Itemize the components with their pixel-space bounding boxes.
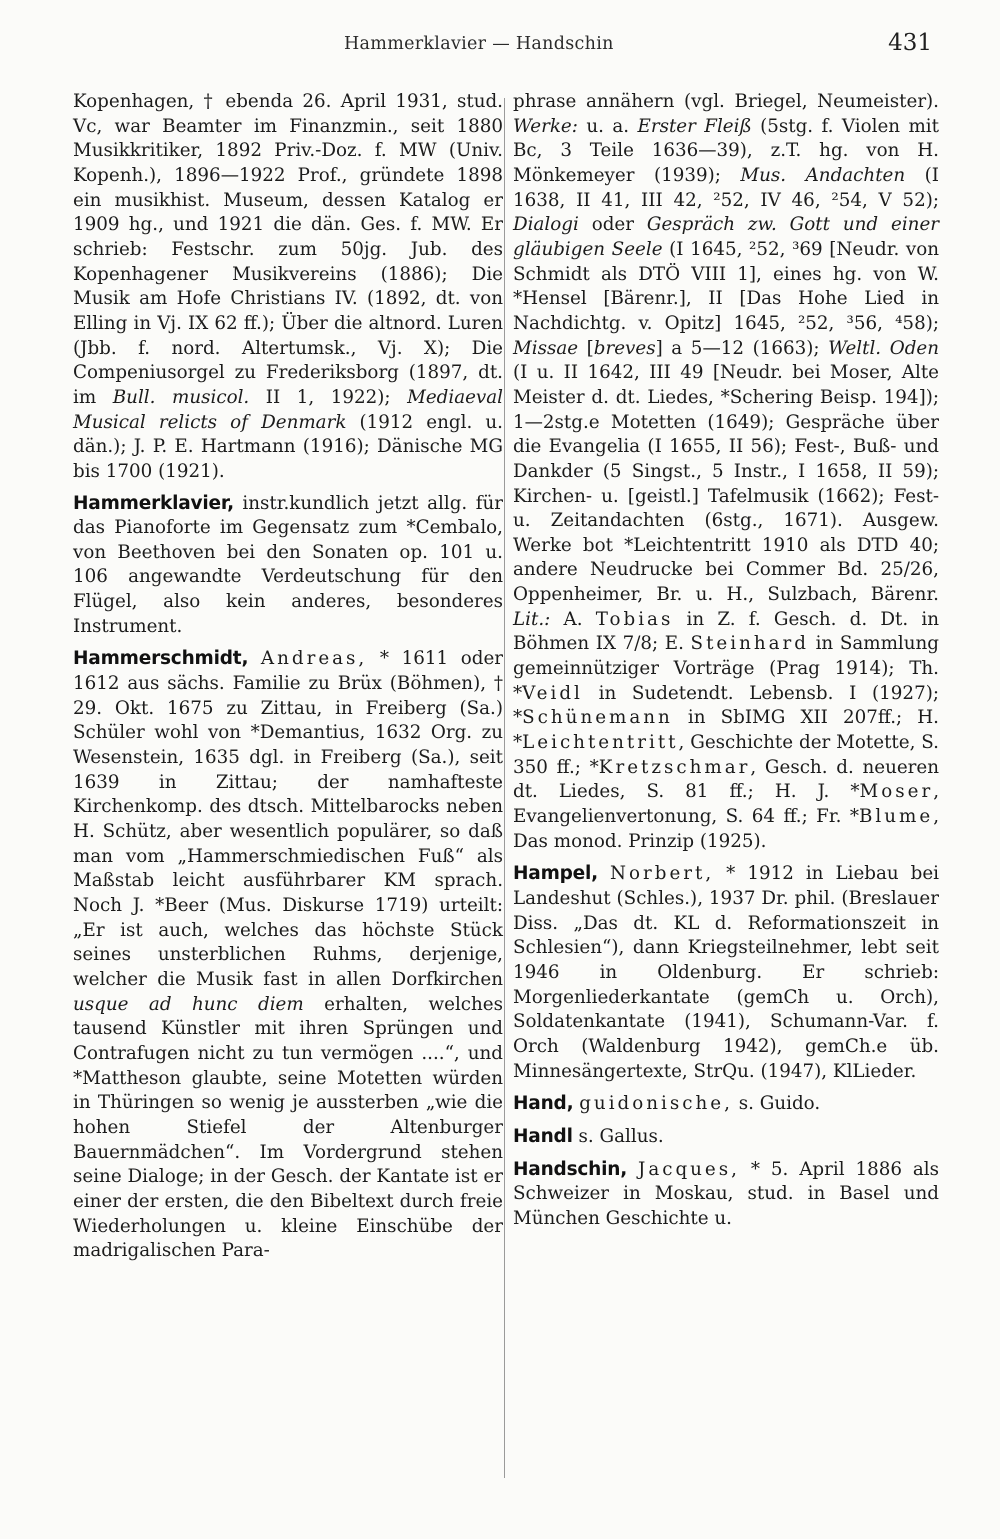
- italic-run: Missae: [513, 337, 579, 359]
- running-head: Hammerklavier — Handschin: [344, 34, 614, 54]
- spaced-name: Steinhard: [690, 633, 809, 655]
- first-name: Norbert,: [610, 863, 715, 885]
- spaced-name: Moser: [859, 781, 934, 803]
- spaced-name: Tobias: [595, 608, 674, 630]
- italic-run: Werke:: [513, 115, 578, 137]
- text-run: erhalten, welches tausend Künstler mit ihren Sprüngen und Contrafugen nicht zu tun vermögen ....“, und *Mattheson glaubte, seine Motetten würden in Thüringen so wenig je aussterben „wie die hohen Stiefel der Altenburger Bauernmädchen“. Im Vordergrund stehen seine Dialoge; in der Gesch. der Kantate ist er einer der ersten, die den Bibeltext durch freie Wiederholungen u. kleine Einschübe der madrigalischen Para-: [73, 993, 504, 1262]
- text-run: ] a 5—12 (1663);: [655, 337, 829, 359]
- text-run: in SbIMG XII 207ff.; H. *: [513, 707, 939, 754]
- spaced-name: Schünemann: [522, 707, 673, 729]
- text-run: (1912 engl. u. dän.); J. P. E. Hartmann (1916); Dänische MG bis 1700 (1921).: [73, 411, 503, 482]
- headword: Hampel,: [513, 863, 599, 885]
- entry-text: s. Guido.: [732, 1093, 821, 1115]
- text-run: , Gesch. d. neueren dt. Liedes, S. 81 ff.; H. J. *: [513, 756, 939, 803]
- entry-text: * 1912 in Liebau bei Landeshut (Schles.), 1937 Dr. phil. (Breslauer Diss. „Das dt. KL d. Reformationszeit in Schlesien“), dann Kriegsteilnehmer, lebt seit 1946 in Oldenburg. Er schrieb: Morgenliederkantate (gemCh u. Orch), Soldatenkantate (1941), Schumann-Var. f. Orch (Waldenburg 1942), gemCh.e üb. Minnesängertexte, StrQu. (1947), KlLieder.: [513, 863, 940, 1082]
- headword: Hammerklavier,: [73, 492, 234, 514]
- text-run: in Sammlung gemeinnütziger Vorträge (Prag 1914); Th. *: [513, 633, 940, 704]
- italic-run: Weltl. Oden: [828, 337, 939, 359]
- italic-run: usque ad hunc diem: [73, 993, 304, 1015]
- spaced-name: Leichtentritt: [522, 732, 679, 754]
- text-run: , Das monod. Prinzip (1925).: [513, 806, 939, 852]
- italic-run: Lit.:: [513, 608, 551, 630]
- entry-text: [73, 648, 503, 1261]
- text-run: , Geschichte der Motette, S. 350 ff.; *: [513, 732, 939, 778]
- entry-hand: [513, 1092, 939, 1117]
- text-run: u. a.: [577, 115, 638, 137]
- text-run: (5stg. f. Violen mit Bc, 3 Teile 1636—39), z.T. hg. von H. Mönkemeyer (1939);: [513, 115, 939, 186]
- headword: Handschin,: [513, 1158, 628, 1180]
- text-run: A.: [550, 608, 596, 630]
- italic-run: Mediaeval Musical relicts of Denmark: [73, 386, 503, 433]
- entry-continuation-right: [513, 90, 939, 854]
- text-run: oder: [578, 214, 647, 236]
- text-run: (I 1638, II 41, III 42, ²52, IV 46, ²54, V 52);: [513, 164, 940, 211]
- italic-run: Mus. Andachten: [740, 164, 906, 186]
- italic-run: breves: [593, 337, 656, 359]
- text-run: (I 1645, ²52, ³69 [Neudr. von Schmidt als DTÖ VIII 1], eines hg. von W. *Hensel [Bärenr.], II [Das Hohe Lied in Nachdichtg. v. Opitz] 1645, ²52, ³56, ⁴58);: [513, 238, 939, 334]
- headword: Hammerschmidt,: [73, 648, 249, 670]
- entry-handl: [513, 1125, 939, 1150]
- entry-continuation-left: [73, 90, 503, 485]
- first-name: Andreas,: [260, 648, 368, 670]
- text-run: * 1611 oder 1612 aus sächs. Familie zu Brüx (Böhmen), † 29. Okt. 1675 zu Zittau, in Freiberg (Sa.) Schüler wohl von *Demantius, 1632 Org. zu Wesenstein, 1635 dgl. in Freiberg (Sa.), seit 1639 in Zittau; der namhafteste Kirchenkomp. des dtsch. Mittelbarocks neben H. Schütz, aber wesentlich populärer, so daß man vom „Hammerschmiedischen Fuß“ als Maßstab leicht ausführbarer KM sprach. Noch J. *Beer (Mus. Diskurse 1719) urteilt: „Er ist auch, welches das höchste Stück seines unsterblichen Ruhms, derjenige, welcher die Musik fast in allen Dorfkirchen: [73, 648, 504, 990]
- text-run: in Z. f. Gesch. d. Dt. in Böhmen IX 7/8; E.: [513, 608, 939, 655]
- text-run: , Evangelienvertonung, S. 64 ff.; Fr. *: [513, 781, 939, 828]
- headword: Hand,: [513, 1093, 574, 1115]
- headword: Handl: [513, 1125, 573, 1147]
- left-column: [73, 90, 503, 1268]
- entry-handschin: [513, 1158, 939, 1232]
- spaced-term: guidonische,: [579, 1093, 733, 1115]
- entry-hampel: [513, 862, 939, 1084]
- spaced-name: Blume: [858, 806, 934, 828]
- italic-run: Gespräch zw. Gott und einer gläubigen Seele: [513, 214, 939, 260]
- italic-run: Erster Fleiß: [637, 115, 752, 137]
- spaced-name: Kretzschmar: [598, 756, 751, 778]
- text-run: (I u. II 1642, III 49 [Neudr. bei Moser, Alte Meister d. dt. Liedes, *Schering Beisp. 194]); 1—2stg.e Motetten (1649); Gespräche über die Evangelia (I 1655, II 56); Fest-, Buß- und Dankder (5 Singst., 5 Instr., I 1658, II 59); Kirchen- u. [geistl.] Tafelmusik (1662); Fest- u. Zeitandachten (6stg., 1671). Ausgew. Werke bot *Leichtentritt 1910 als DTD 40; andere Neudrucke bei Commer Bd. 25/26, Oppenheimer, Br. u. H., Sulzbach, Bärenr.: [513, 362, 939, 606]
- entry-hammerklavier: [73, 492, 503, 640]
- text-run: [: [578, 337, 594, 359]
- text-run: phrase annähern (vgl. Briegel, Neumeister).: [513, 91, 939, 112]
- column-divider: [504, 98, 505, 1478]
- text-run: Kopenhagen, † ebenda 26. April 1931, stud. Vc, war Beamter im Finanzmin., seit 1880 Musikkritiker, 1892 Priv.-Doz. f. MW (Univ. Kopenh.), 1896—1922 Prof., gründete 1898 ein musikhist. Museum, dessen Katalog er 1909 hg., und 1921 die dän. Ges. f. MW. Er schrieb: Festschr. zum 50jg. Jub. des Kopenhagener Musikvereins (1886); Die Musik am Hofe Christians IV. (1892, dt. von Elling in Vj. IX 62 ff.); Über die altnord. Luren (Jbb. f. nord. Altertumsk., Vj. X); Die Compeniusorgel zu Frederiksborg (1897, dt. im: [73, 91, 503, 408]
- first-name: Jacques,: [637, 1158, 740, 1180]
- italic-run: Dialogi: [513, 214, 579, 236]
- entry-hammerschmidt: [73, 647, 503, 1263]
- entry-text: s. Gallus.: [572, 1125, 664, 1147]
- text-run: in Sudetendt. Lebensb. I (1927); *: [513, 682, 939, 729]
- spaced-name: Veidl: [522, 682, 583, 704]
- entry-text: instr.kundlich jetzt allg. für das Pianoforte im Gegensatz zum *Cembalo, von Beethoven bei den Sonaten op. 101 u. 106 angewandte Verdeutschung für den Flügel, also kein anderes, besonderes Instrument.: [73, 492, 503, 637]
- right-column: [513, 90, 939, 1236]
- italic-run: Bull. musicol.: [112, 386, 250, 408]
- page-number: 431: [888, 30, 932, 56]
- text-run: II 1, 1922);: [249, 386, 408, 408]
- entry-text: * 5. April 1886 als Schweizer in Moskau, stud. in Basel und München Geschichte u.: [513, 1158, 939, 1229]
